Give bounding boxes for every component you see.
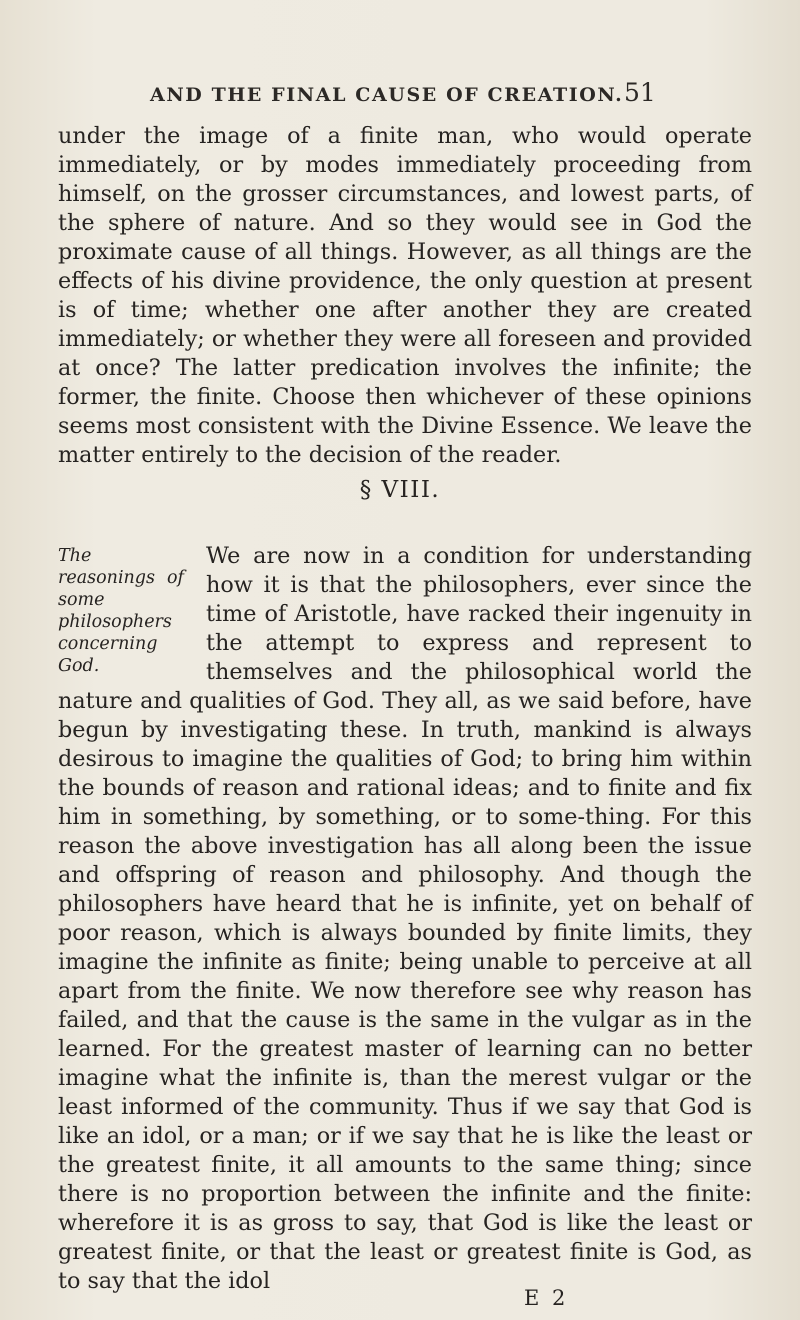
running-head [0,78,800,112]
paragraph-2: We are now in a condition for understanding how it is that the philosophers, ever since the time of Aristotle, have racked their ingenuity in the attempt to express and represent to themselves and the philosophical world the nature and qualities of God. They all, as we said before, have begun by investigating these. In truth, mankind is always desirous to imagine the qualities of God; to bring him within the bounds of reason and rational ideas; and to finite and fix him in something, by something, or to some-thing. For this reason the above investigation has all along been the issue and offspring of reason and philosophy. And though the philosophers have heard that he is infinite, yet on behalf of poor reason, which is always bounded by finite limits, they imagine the infinite as finite; being unable to perceive at all apart from the finite. We now therefore see why reason has failed, and that the cause is the same in the vulgar as in the learned. For the greatest master of learning can no better imagine what the infinite is, than the merest vulgar or the least informed of the community. Thus if we say that God is like an idol, or a man; or if we say that he is like the least or the greatest finite, it all amounts to the same thing; since there is no proportion between the infinite and the finite: wherefore it is as gross to say, that God is like the least or greatest finite, or that the least or greatest finite is God, as to say that the idol [58,543,752,1294]
marginal-sidenote: The reasonings of some philosophers concerning God. [58,546,184,676]
running-title: AND THE FINAL CAUSE OF CREATION. [150,84,624,106]
section-heading: § VIII. [359,477,441,503]
paragraph-1: under the image of a finite man, who would operate immediately, or by modes immediately proceeding from himself, on the grosser circumstances, and lowest parts, of the sphere of nature. And so they would see in God the proximate cause of all things. However, as all things are the effects of his divine providence, the only question at present is of time; whether one after another they are created immediately; or whether they were all foreseen and provided at once? The latter predication involves the infinite; the former, the finite. Choose then whichever of these opinions seems most consistent with the Divine Essence. We leave the matter entirely to the decision of the reader. [58,123,752,468]
paragraph-2-block [58,542,752,1296]
signature-mark: E 2 [524,1286,569,1310]
page-number: 51 [624,78,656,107]
